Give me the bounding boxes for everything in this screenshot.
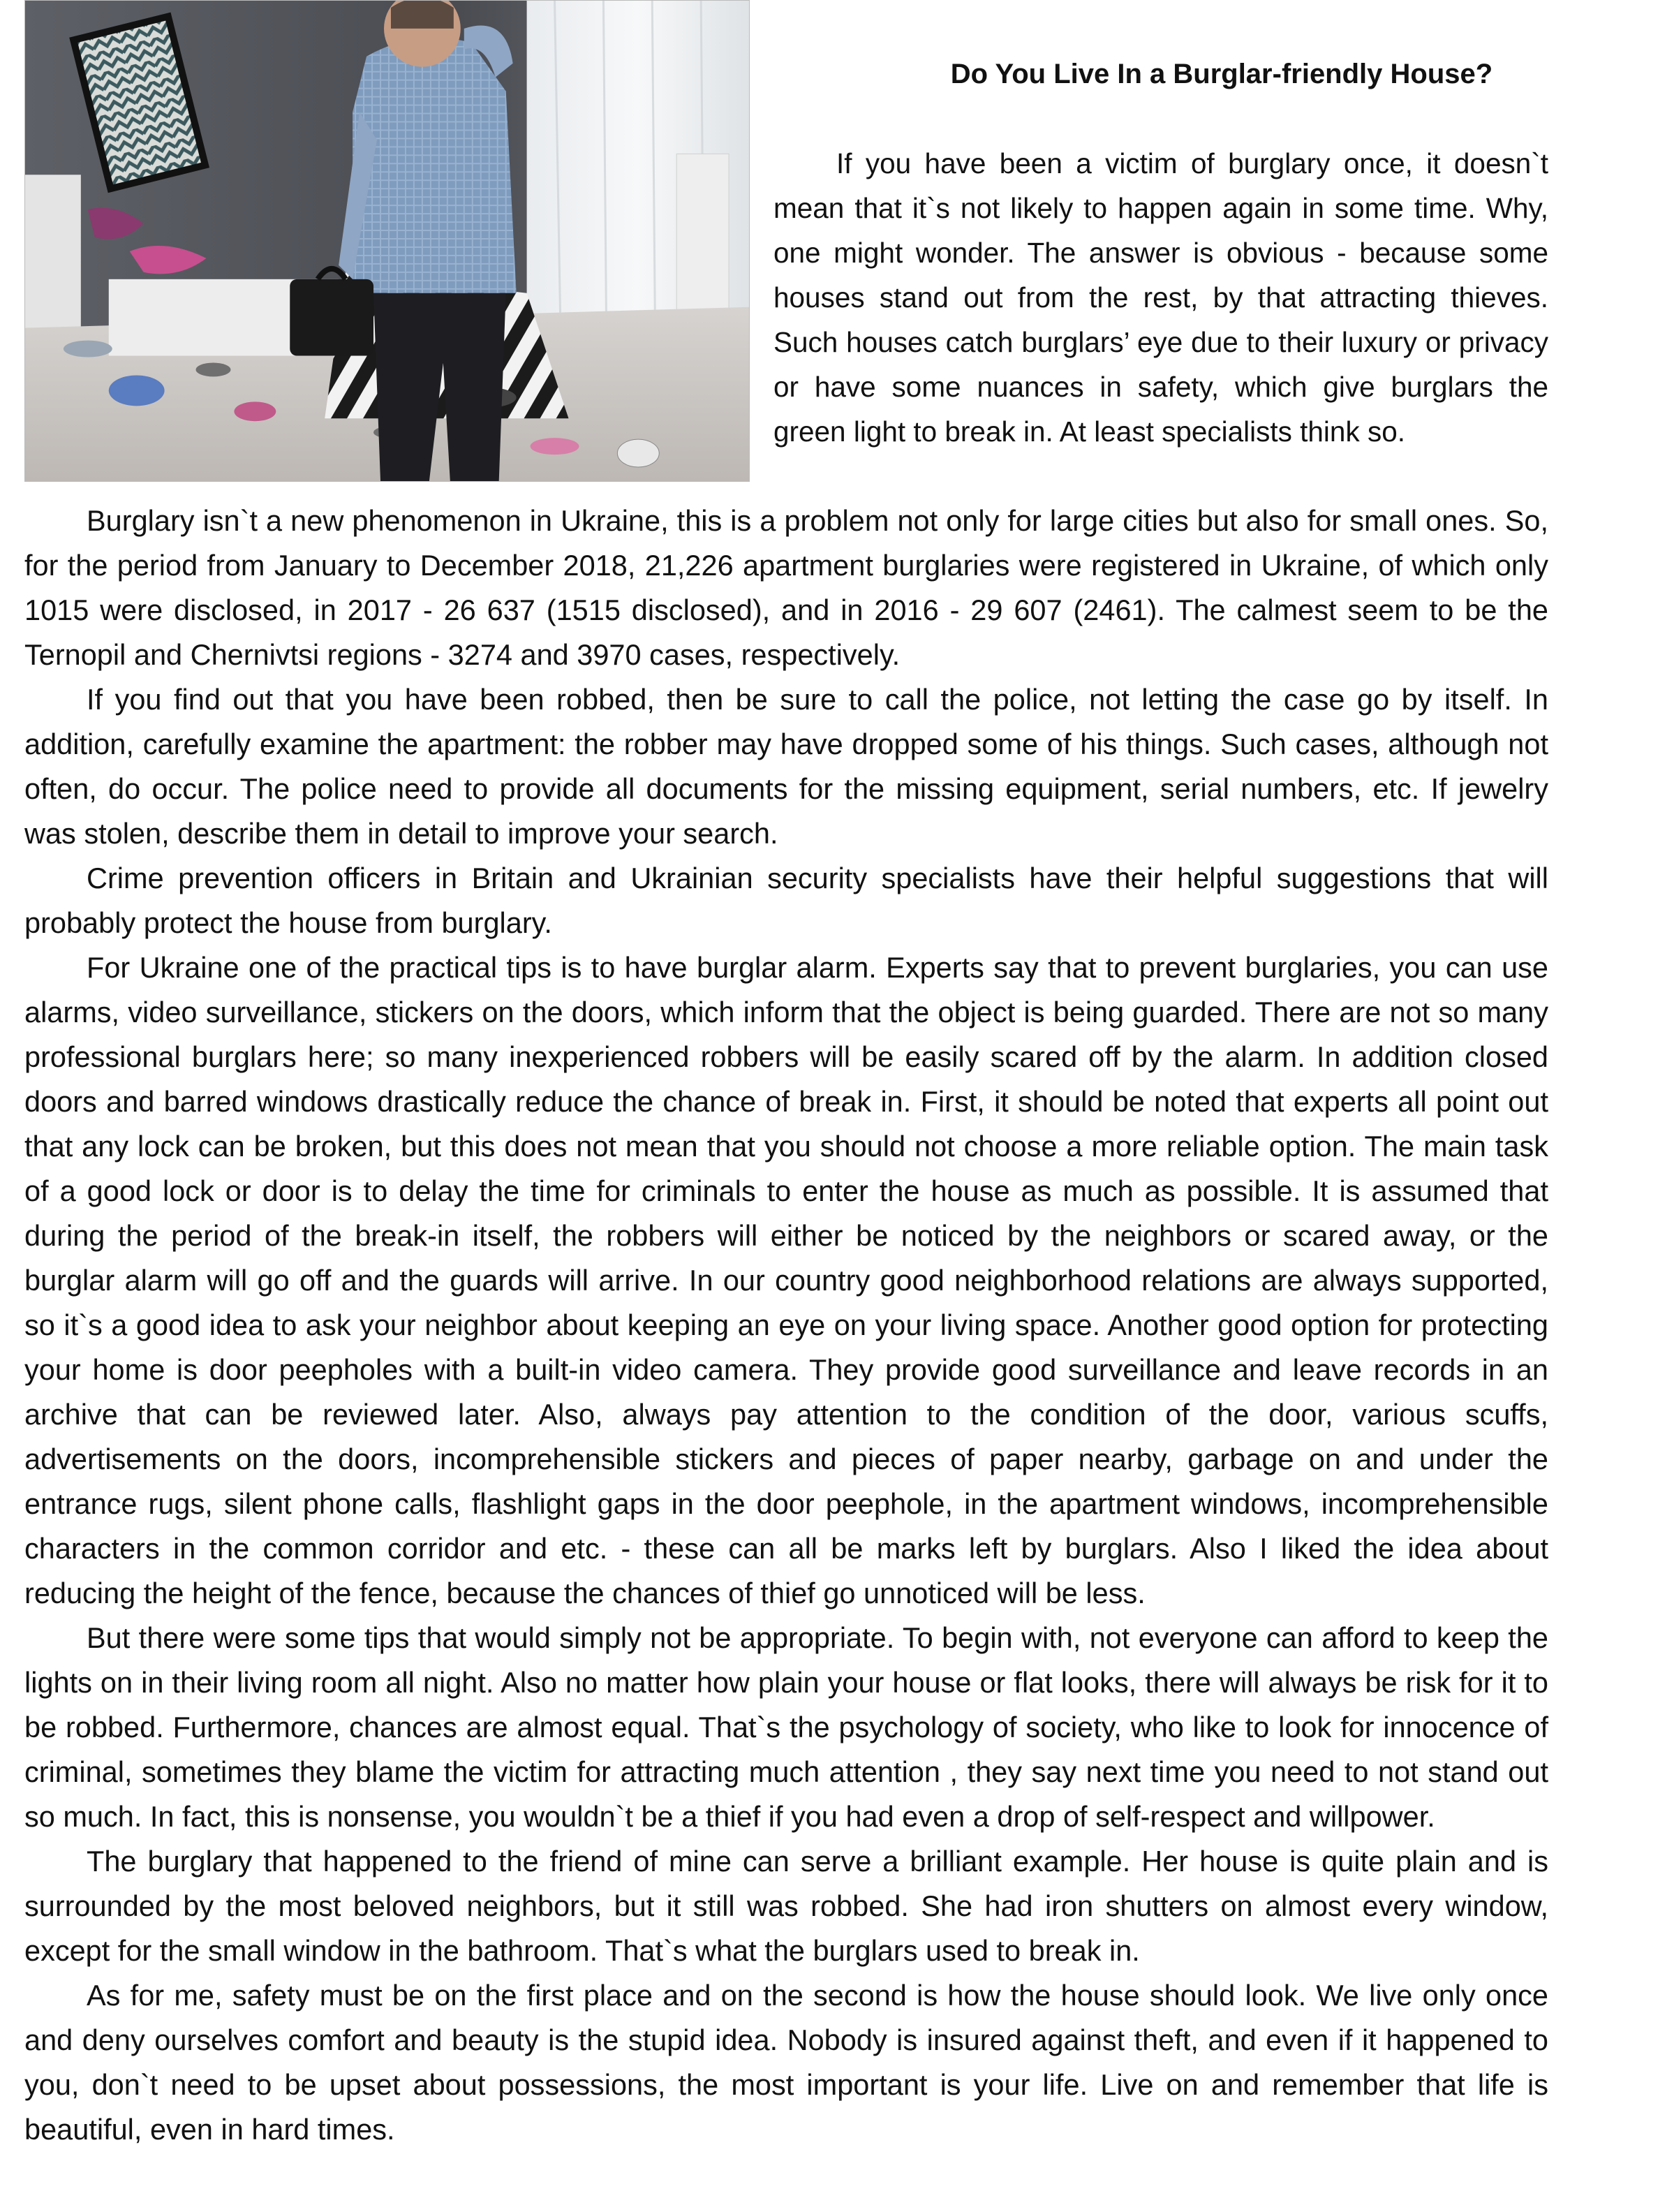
burglarized-room-photo [24, 0, 750, 482]
paragraph-friend-example: The burglary that happened to the friend of mine can serve a brilliant example. Her house is quite plain and is surrounded by the most beloved neighbors, but it still was robbed. She had iron shutters on almost every window, except for the small window in the bathroom. That`s what the burglars used to break in. [24, 1845, 1548, 1967]
intro-paragraph: If you have been a victim of burglary once, it doesn`t mean that it`s not likely to happen again in some time. Why, one might wonder. The answer is obvious - because some houses stand out from the rest, by that attracting thieves. Such houses catch burglars’ eye due to their luxury or privacy or have some nuances in safety, which give burglars the green light to break in. At least specialists think so. [773, 147, 1548, 448]
paragraph-after-robbery: If you find out that you have been robbed, then be sure to call the police, not letting the case go by itself. In addition, carefully examine the apartment: the robber may have dropped some of his things. Such cases, although not often, do occur. The police need to provide all documents for the missing equipment, serial numbers, etc. If jewelry was stolen, describe them in detail to improve your search. [24, 683, 1548, 850]
article-body [24, 499, 1548, 2152]
paragraph-statistics: Burglary isn`t a new phenomenon in Ukraine, this is a problem not only for large cities but also for small ones. So, for the period from January to December 2018, 21,226 apartment burglaries were registered in Ukraine, of which only 1015 were disclosed, in 2017 - 26 637 (1515 disclosed), and in 2016 - 29 607 (2461). The calmest seem to be the Ternopil and Chernivtsi regions - 3274 and 3970 cases, respectively. [24, 504, 1548, 671]
photo-illustration [25, 1, 749, 481]
intro-column [773, 141, 1548, 454]
article-title: Do You Live In a Burglar-friendly House? [950, 59, 1493, 89]
paragraph-conclusion: As for me, safety must be on the first place and on the second is how the house should look. We live only once and deny ourselves comfort and beauty is the stupid idea. Nobody is insured against theft, and even if it happened to you, don`t need to be upset about possessions, the most important is your life. Live on and remember that life is beautiful, even in hard times. [24, 1979, 1548, 2146]
paragraph-suggestions: Crime prevention officers in Britain and Ukrainian security specialists have their helpful suggestions that will probably protect the house from burglary. [24, 862, 1548, 939]
paragraph-practical-tips: For Ukraine one of the practical tips is to have burglar alarm. Experts say that to prevent burglaries, you can use alarms, video surveillance, stickers on the doors, which inform that the object is being guarded. There are not so many professional burglars here; so many inexperienced robbers will be easily scared off by the alarm. In addition closed doors and barred windows drastically reduce the chance of break in. First, it should be noted that experts all point out that any lock can be broken, but this does not mean that you should not choose a more reliable option. The main task of a good lock or door is to delay the time for criminals to enter the house as much as possible. It is assumed that during the period of the break-in itself, the robbers will either be noticed by the neighbors or scared away, or the burglar alarm will go off and the guards will arrive. In our country good neighborhood relations are always supported, so it`s a good idea to ask your neighbor about keeping an eye on your living space. Another good option for protecting your home is door peepholes with a built-in video camera. They provide good surveillance and leave records in an archive that can be reviewed later. Also, always pay attention to the condition of the door, various scuffs, advertisements on the doors, incomprehensible stickers and pieces of paper nearby, garbage on and under the entrance rugs, silent phone calls, flashlight gaps in the door peephole, in the apartment windows, incomprehensible characters in the common corridor and etc. - these can all be marks left by burglars. Also I liked the idea about reducing the height of the fence, because the chances of thief go unnoticed will be less. [24, 951, 1548, 1609]
paragraph-inappropriate-tips: But there were some tips that would simply not be appropriate. To begin with, not everyone can afford to keep the lights on in their living room all night. Also no matter how plain your house or flat looks, there will always be risk for it to be robbed. Furthermore, chances are almost equal. That`s the psychology of society, who like to look for innocence of criminal, sometimes they blame the victim for attracting much attention , they say next time you need to not stand out so much. In fact, this is nonsense, you wouldn`t be a thief if you had even a drop of self-respect and willpower. [24, 1621, 1548, 1833]
